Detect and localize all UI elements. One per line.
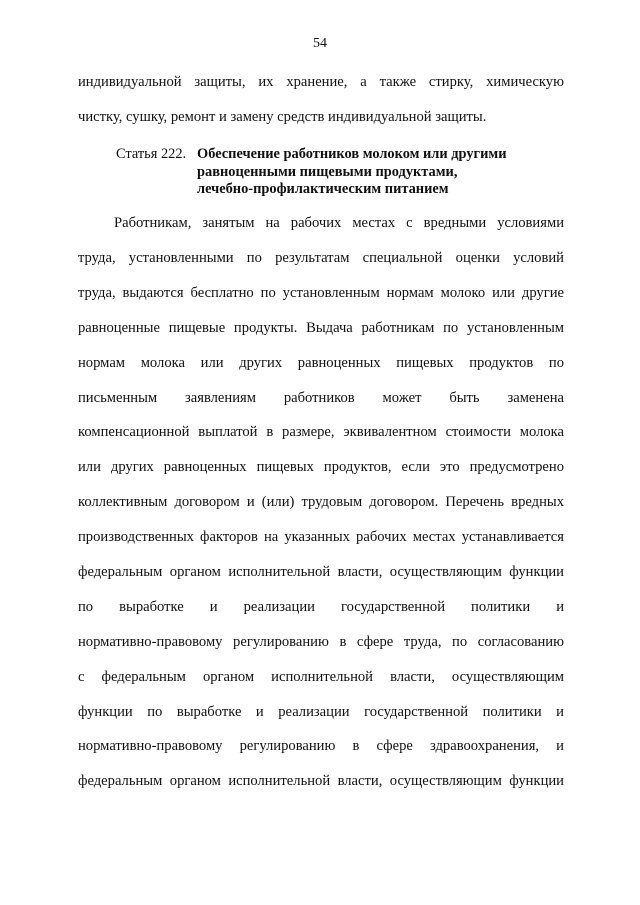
text-line: письменным заявлениям работников может быть заменена bbox=[78, 390, 564, 406]
text-line: Работникам, занятым на рабочих местах с вредными условиями bbox=[114, 215, 564, 231]
text-line: компенсационной выплатой в размере, эквивалентном стоимости молока bbox=[78, 424, 564, 440]
text-line: производственных факторов на указанных рабочих местах устанавливается bbox=[78, 529, 564, 545]
article-title-line: лечебно-профилактическим питанием bbox=[197, 181, 449, 197]
text-line: нормам молока или других равноценных пищевых продуктов по bbox=[78, 355, 564, 371]
article-title bbox=[197, 146, 557, 199]
text-line: труда, установленными по результатам специальной оценки условий bbox=[78, 250, 564, 266]
text-line: с федеральным органом исполнительной власти, осуществляющим bbox=[78, 669, 564, 685]
text-line: нормативно-правовому регулированию в сфере здравоохранения, и bbox=[78, 738, 564, 754]
text-line: нормативно-правовому регулированию в сфере труда, по согласованию bbox=[78, 634, 564, 650]
text-line: федеральным органом исполнительной власти, осуществляющим функции bbox=[78, 773, 564, 789]
text-line: по выработке и реализации государственной политики и bbox=[78, 599, 564, 615]
article-number: Статья 222. bbox=[116, 146, 187, 162]
text-line: чистку, сушку, ремонт и замену средств индивидуальной защиты. bbox=[78, 109, 487, 125]
page-number: 54 bbox=[313, 36, 327, 51]
text-line: функции по выработке и реализации государственной политики и bbox=[78, 704, 564, 720]
text-line: труда, выдаются бесплатно по установленным нормам молоко или другие bbox=[78, 285, 564, 301]
text-line: или других равноценных пищевых продуктов, если это предусмотрено bbox=[78, 459, 564, 475]
text-line: коллективным договором и (или) трудовым договором. Перечень вредных bbox=[78, 494, 564, 510]
article-title-line: Обеспечение работников молоком или другими bbox=[197, 146, 507, 162]
text-line: индивидуальной защиты, их хранение, а также стирку, химическую bbox=[78, 74, 564, 90]
article-title-line: равноценными пищевыми продуктами, bbox=[197, 163, 458, 180]
text-line: равноценные пищевые продукты. Выдача работникам по установленным bbox=[78, 320, 564, 336]
text-line: федеральным органом исполнительной власти, осуществляющим функции bbox=[78, 564, 564, 580]
